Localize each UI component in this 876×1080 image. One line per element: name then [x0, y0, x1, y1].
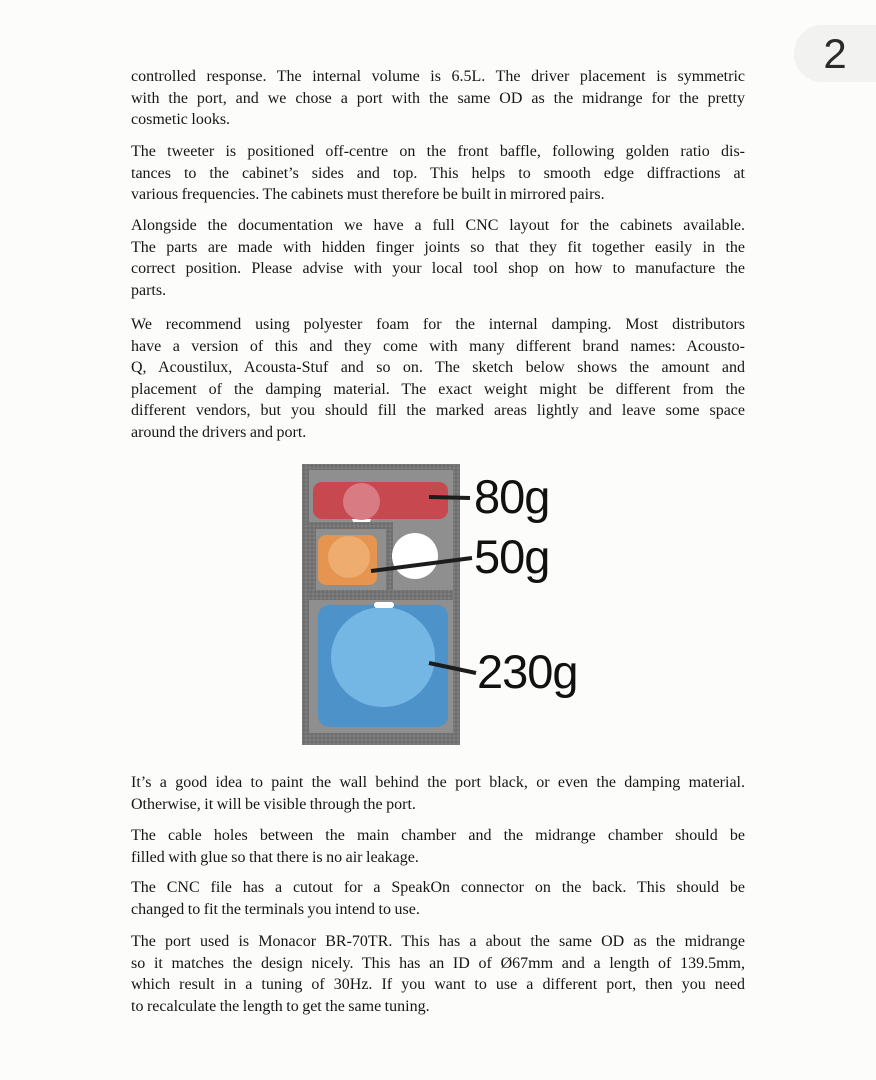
- tweeter-driver: [343, 483, 380, 520]
- text-line: filled with glue so that there is no air leakage.: [131, 848, 419, 866]
- midrange-driver: [328, 536, 370, 578]
- text-line: changed to fit the terminals you intend to use.: [131, 900, 420, 918]
- text-line: The port used is Monacor BR-70TR. This has a about the same OD as the midrange: [131, 933, 745, 950]
- paragraph: [131, 772, 745, 815]
- text-line: The CNC file has a cutout for a SpeakOn connector on the back. This should be: [131, 879, 745, 896]
- text-line: Q, Acoustilux, Acousta-Stuf and so on. The sketch below shows the amount and: [131, 359, 745, 377]
- text-line: parts.: [131, 281, 167, 299]
- text-line: Alongside the documentation we have a full CNC layout for the cabinets available.: [131, 217, 745, 234]
- text-line: Otherwise, it will be visible through the port.: [131, 795, 416, 813]
- woofer-driver: [331, 607, 435, 707]
- text-line: have a version of this and they come with many different brand names: Acousto-: [131, 337, 745, 355]
- text-line: It’s a good idea to paint the wall behind the port black, or even the damping material.: [131, 774, 745, 791]
- label-tweeter-damping-weight: 80g: [474, 470, 550, 523]
- paragraph: [131, 215, 745, 301]
- text-line: The cable holes between the main chamber and the midrange chamber should be: [131, 827, 745, 844]
- text-line: The parts are made with hidden finger joints so that they fit together easily in the: [131, 238, 745, 256]
- text-line: different vendors, but you should fill the marked areas lightly and leave some space: [131, 402, 745, 420]
- port-hole: [392, 533, 438, 579]
- text-line: The tweeter is positioned off-centre on the front baffle, following golden ratio dis-: [131, 143, 745, 160]
- tweeter-damping-area: [313, 482, 448, 519]
- paragraph: [131, 141, 745, 206]
- label-midrange-damping-weight: 50g: [474, 530, 550, 583]
- text-line: controlled response. The internal volume is 6.5L. The driver placement is symmetric: [131, 68, 745, 85]
- woofer-chamber-divider-wall: [309, 590, 453, 600]
- page-number-badge: [794, 25, 876, 82]
- paragraph: [131, 66, 745, 131]
- label-woofer-damping-weight: 230g: [477, 645, 578, 698]
- text-line: correct position. Please advise with your local tool shop on how to manufacture the: [131, 260, 745, 278]
- paragraph: [131, 314, 745, 444]
- paragraph: [131, 825, 745, 868]
- text-line: so it matches the design nicely. This has an ID of Ø67mm and a length of 139.5mm,: [131, 954, 745, 972]
- text-line: with the port, and we chose a port with the same OD as the midrange for the pretty: [131, 89, 745, 107]
- text-line: around the drivers and port.: [131, 423, 307, 441]
- text-line: which result in a tuning of 30Hz. If you want to use a different port, then you need: [131, 976, 745, 994]
- cable-hole-notch: [374, 602, 394, 608]
- page-number: 2: [823, 29, 847, 77]
- text-line: various frequencies. The cabinets must therefore be built in mirrored pairs.: [131, 186, 605, 204]
- paragraph: [131, 877, 745, 920]
- text-line: We recommend using polyester foam for the internal damping. Most distributors: [131, 316, 745, 333]
- text-line: cosmetic looks.: [131, 111, 231, 129]
- text-line: tances to the cabinet’s sides and top. This helps to smooth edge diffractions at: [131, 164, 745, 182]
- text-line: to recalculate the length to get the same tuning.: [131, 997, 430, 1015]
- damping-diagram: [302, 464, 460, 745]
- text-line: placement of the damping material. The exact weight might be different from the: [131, 380, 745, 398]
- paragraph: [131, 931, 745, 1017]
